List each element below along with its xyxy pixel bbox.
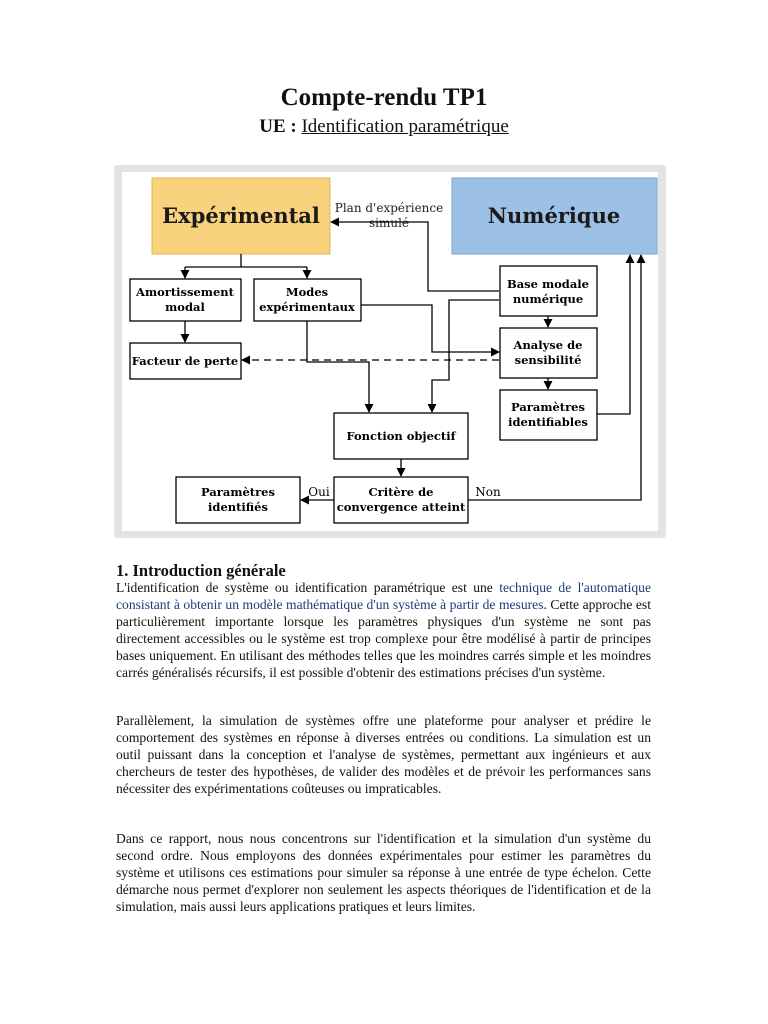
p1-end: . Cette approche est particulièrement importante lorsque les paramètres physiques d'un système ne sont pas directement accessibles ou le système est trop complexe pour être modélisé à partir de principes bases uniquement. En utilisant des méthodes telles que les moindres carrés simple et les moindres carrés généralisés récursifs, il est possible d'obtenir des estimations précises d'un système.	[116, 597, 651, 680]
analyse-label-line1: Analyse de	[513, 338, 583, 352]
plan-label-line1: Plan d'expérience	[334, 201, 444, 215]
modes-label-line1: Modes	[285, 285, 329, 299]
numerique-label: Numérique	[487, 203, 621, 228]
p1-start: L'identification de système ou identification paramétrique est une	[116, 580, 500, 595]
modes-label-line2: expérimentaux	[259, 300, 355, 314]
base-modale-label-line2: numérique	[512, 292, 584, 306]
parametres-identifies-label-line2: identifiés	[208, 500, 268, 514]
base-modale-label-line1: Base modale	[507, 277, 589, 291]
experimental-label: Expérimental	[162, 203, 320, 228]
fonction-objectif-label: Fonction objectif	[346, 429, 456, 443]
critere-label-line2: convergence atteint	[336, 500, 466, 514]
base-modale-box	[500, 266, 597, 316]
plan-label-line2: simulé	[368, 216, 410, 230]
intro-paragraph-3: Dans ce rapport, nous nous concentrons sur l'identification et la simulation d'un système du second ordre. Nous employons des données expérimentales pour estimer les paramètres du système et utilisons ces estimations pour simuler sa réponse à une entrée de type échelon. Cette démarche nous permet d'explorer non seulement les aspects théoriques de l'identification et de la simulation, mais aussi leurs applications pratiques et leurs limites.	[116, 831, 651, 914]
non-label: Non	[475, 485, 501, 499]
amortissement-label-line1: Amortissement	[136, 285, 234, 299]
section-heading: 1. Introduction générale	[116, 561, 286, 580]
amortissement-label-line2: modal	[165, 300, 205, 314]
parametres-identifiables-label-line2: identifiables	[508, 415, 588, 429]
facteur-label: Facteur de perte	[131, 354, 239, 368]
page-title: Compte-rendu TP1	[280, 84, 488, 111]
parametres-identifies-label-line1: Paramètres	[201, 485, 275, 499]
intro-paragraph-1	[116, 579, 651, 681]
oui-label: Oui	[308, 485, 330, 499]
parametres-identifiables-label-line1: Paramètres	[511, 400, 585, 414]
analyse-label-line2: sensibilité	[514, 353, 582, 367]
p1-link[interactable]: technique de l'automatique consistant à obtenir un modèle mathématique d'un système à partir de mesures	[116, 580, 652, 612]
subtitle-topic: Identification paramétrique	[301, 116, 509, 137]
critere-label-line1: Critère de	[368, 485, 434, 499]
intro-paragraph-2: Parallèlement, la simulation de systèmes offre une plateforme pour analyser et prédire le comportement des systèmes en réponse à diverses entrées ou conditions. La simulation est un outil puissant dans la conception et l'analyse de systèmes, permettant aux ingénieurs et aux chercheurs de tester des hypothèses, de valider des modèles et de prévoir les performances sans nécessiter des expérimentations coûteuses ou impraticables.	[116, 713, 651, 796]
subtitle-label: UE :	[259, 116, 297, 137]
